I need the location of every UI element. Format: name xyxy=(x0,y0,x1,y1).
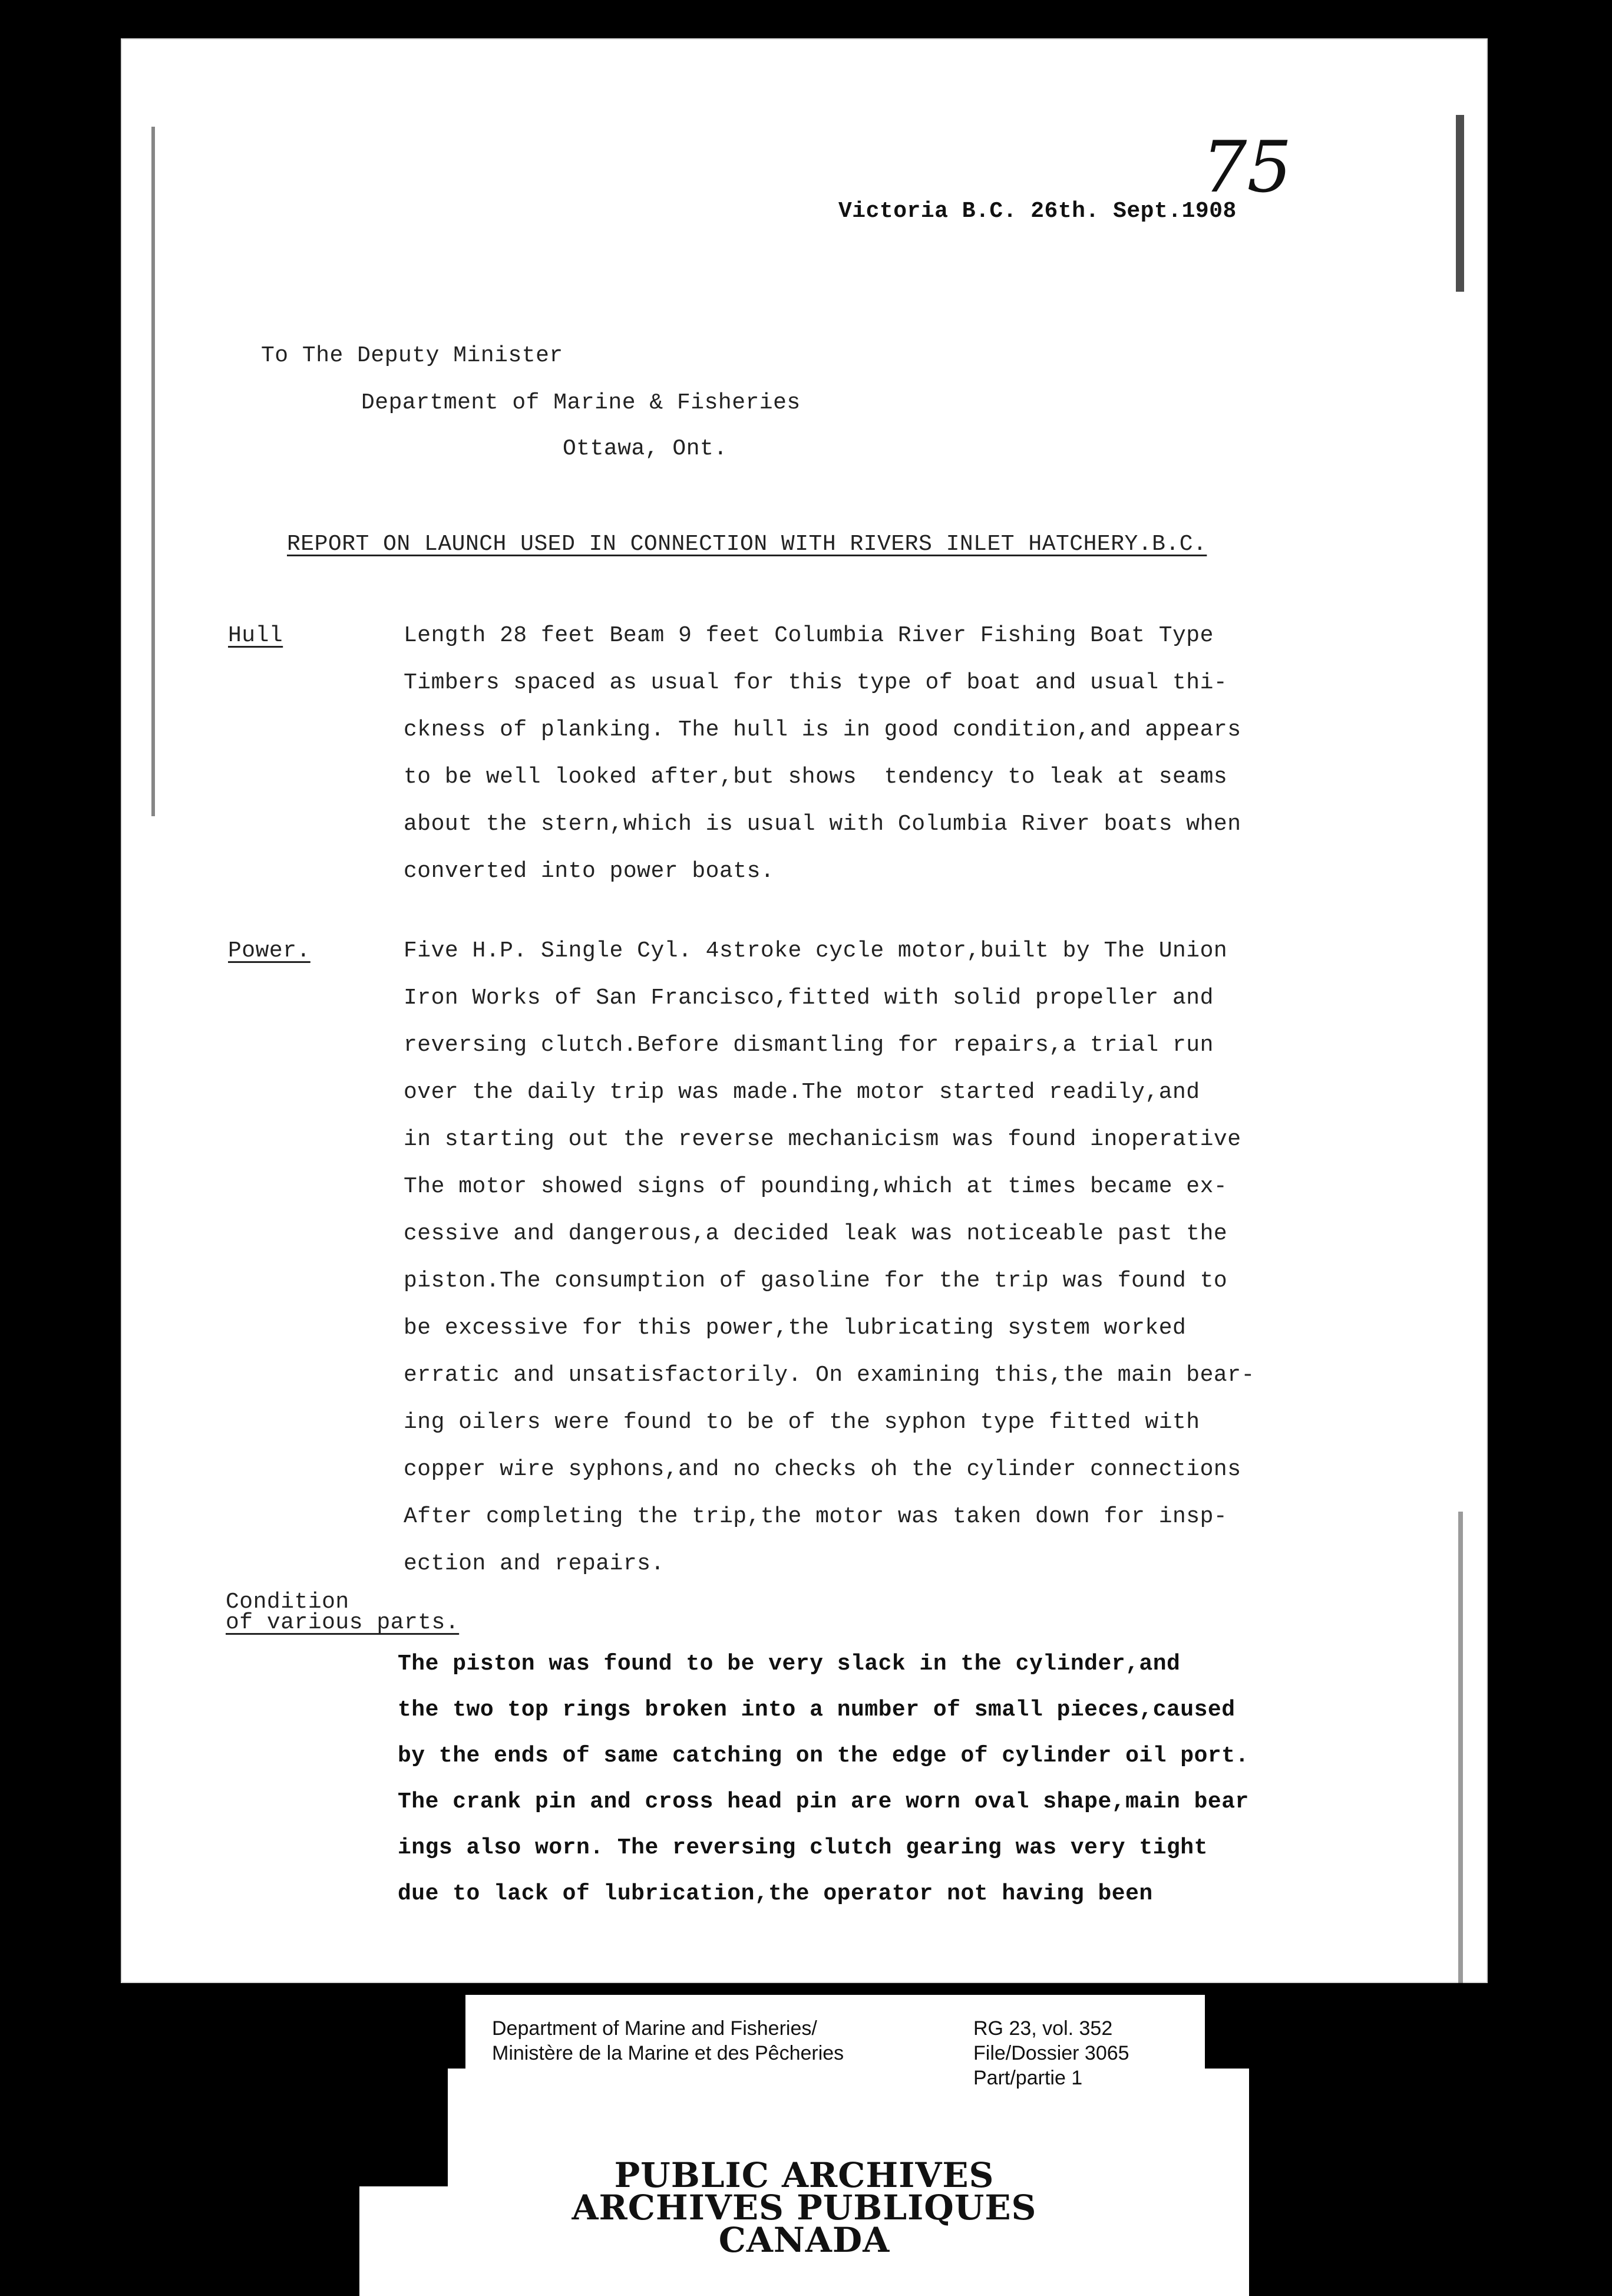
text-line: the two top rings broken into a number of small pieces,caused xyxy=(398,1697,1236,1723)
reference-line-2: File/Dossier 3065 xyxy=(973,2042,1129,2064)
stamp-line-1: PUBLIC ARCHIVES xyxy=(614,2155,995,2195)
page-edge-shadow xyxy=(1458,1512,1463,1983)
text-line: The motor showed signs of pounding,which at times became ex- xyxy=(404,1174,1228,1199)
address-line-1: To The Deputy Minister xyxy=(261,343,563,368)
text-line: ckness of planking. The hull is in good condition,and appears xyxy=(404,717,1241,743)
text-line: copper wire syphons,and no checks oh the cylinder connections xyxy=(404,1457,1241,1482)
text-line: cessive and dangerous,a decided leak was noticeable past the xyxy=(404,1221,1228,1246)
address-line-2: Department of Marine & Fisheries xyxy=(361,390,801,415)
address-line-3: Ottawa, Ont. xyxy=(563,436,728,461)
text-line: Timbers spaced as usual for this type of boat and usual thi- xyxy=(404,670,1228,695)
text-line: in starting out the reverse mechanicism was found inoperative xyxy=(404,1127,1241,1152)
stamp-line-2: ARCHIVES PUBLIQUES xyxy=(572,2188,1037,2228)
stamp-line-3: CANADA xyxy=(718,2220,890,2260)
section-heading-power: Power. xyxy=(228,938,310,964)
document-page xyxy=(121,38,1488,1983)
handwritten-page-number: 75 xyxy=(1202,127,1292,209)
text-line: over the daily trip was made.The motor started readily,and xyxy=(404,1080,1200,1105)
text-line: ection and repairs. xyxy=(404,1551,665,1576)
dateline: Victoria B.C. 26th. Sept.1908 xyxy=(838,199,1237,224)
text-line: due to lack of lubrication,the operator not having been xyxy=(398,1881,1153,1906)
page-edge-shadow xyxy=(1456,115,1464,292)
text-line: Iron Works of San Francisco,fitted with solid propeller and xyxy=(404,985,1214,1011)
reference-line-3: Part/partie 1 xyxy=(973,2067,1083,2089)
text-line: After completing the trip,the motor was taken down for insp- xyxy=(404,1504,1228,1529)
text-line: be excessive for this power,the lubricating system worked xyxy=(404,1315,1187,1341)
text-line: converted into power boats. xyxy=(404,859,775,884)
text-line: Five H.P. Single Cyl. 4stroke cycle motor,built by The Union xyxy=(404,938,1228,964)
stamp-dark-corner xyxy=(359,2069,448,2186)
section-heading-hull: Hull xyxy=(228,623,283,648)
section-heading-condition-1: Condition xyxy=(226,1589,349,1615)
reference-line-1: RG 23, vol. 352 xyxy=(973,2017,1113,2040)
text-line: by the ends of same catching on the edge of cylinder oil port. xyxy=(398,1743,1249,1769)
archive-reference-label xyxy=(465,1995,1205,2145)
text-line: The piston was found to be very slack in the cylinder,and xyxy=(398,1651,1181,1677)
text-line: ings also worn. The reversing clutch gearing was very tight xyxy=(398,1835,1208,1860)
text-line: piston.The consumption of gasoline for the trip was found to xyxy=(404,1268,1228,1294)
report-title: REPORT ON LAUNCH USED IN CONNECTION WITH RIVERS INLET HATCHERY.B.C. xyxy=(287,532,1207,557)
text-line: to be well looked after,but shows tendency to leak at seams xyxy=(404,764,1228,790)
text-line: ing oilers were found to be of the syphon type fitted with xyxy=(404,1410,1200,1435)
text-line: The crank pin and cross head pin are worn oval shape,main bear xyxy=(398,1789,1249,1815)
text-line: reversing clutch.Before dismantling for repairs,a trial run xyxy=(404,1032,1214,1058)
text-line: erratic and unsatisfactorily. On examining this,the main bear- xyxy=(404,1363,1255,1388)
text-line: Length 28 feet Beam 9 feet Columbia River Fishing Boat Type xyxy=(404,623,1214,648)
department-line-2: Ministère de la Marine et des Pêcheries xyxy=(492,2042,844,2064)
page-edge-shadow xyxy=(151,127,155,816)
text-line: about the stern,which is usual with Columbia River boats when xyxy=(404,811,1241,837)
department-line-1: Department of Marine and Fisheries/ xyxy=(492,2017,817,2040)
section-heading-condition-2: of various parts. xyxy=(226,1610,460,1635)
